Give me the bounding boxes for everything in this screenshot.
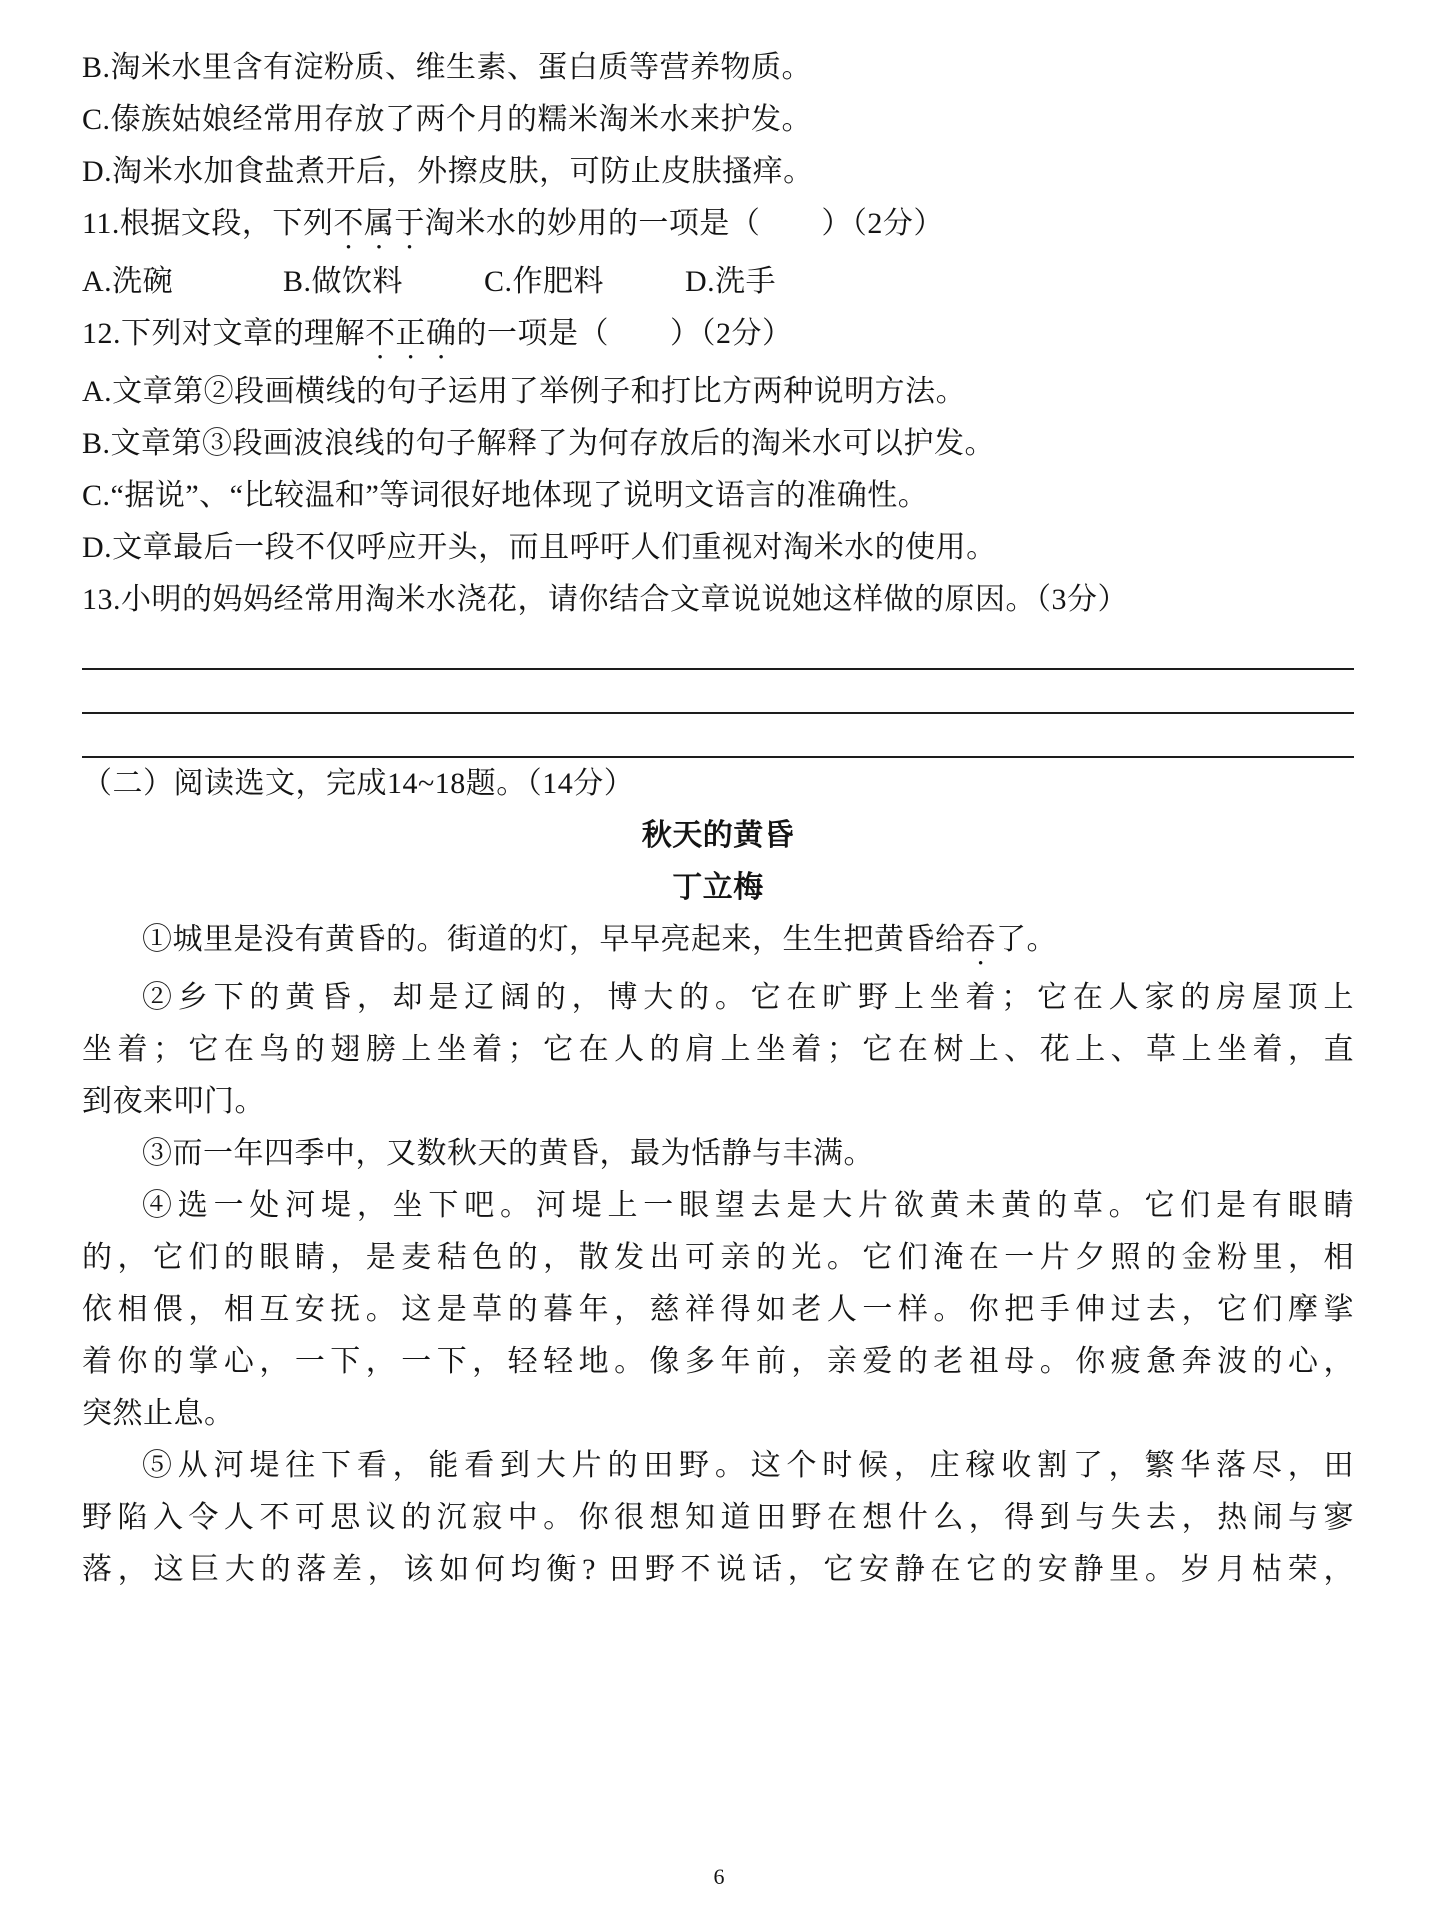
emphasis-dot-text: 吞 — [965, 923, 996, 956]
choice-option: A.洗碗 — [82, 265, 174, 298]
document-line: 野陷入令人不可思议的沉寂中。你很想知道田野在想什么，得到与失去，热闹与寥 — [82, 1501, 1354, 1534]
document-line: 坐着；它在鸟的翅膀上坐着；它在人的肩上坐着；它在树上、花上、草上坐着，直 — [82, 1033, 1354, 1066]
document-line: 突然止息。 — [82, 1397, 235, 1430]
emphasis-dot-text: 不正确 — [365, 317, 457, 350]
page-number: 6 — [713, 1864, 725, 1889]
document-line: D.文章最后一段不仅呼应开头，而且呼吁人们重视对淘米水的使用。 — [82, 531, 997, 564]
document-line: ④选一处河堤，坐下吧。河堤上一眼望去是大片欲黄未黄的草。它们是有眼睛 — [142, 1189, 1354, 1222]
choice-options-row — [82, 256, 1354, 308]
document-line: 到夜来叩门。 — [82, 1085, 265, 1118]
document-line: 11.根据文段，下列不属于淘米水的妙用的一项是（ ）（2分） — [82, 207, 944, 240]
document-line: 13.小明的妈妈经常用淘米水浇花，请你结合文章说说她这样做的原因。（3分） — [82, 583, 1128, 616]
document-line: 依相偎，相互安抚。这是草的暮年，慈祥得如老人一样。你把手伸过去，它们摩挲 — [82, 1293, 1354, 1326]
document-line: B.文章第③段画波浪线的句子解释了为何存放后的淘米水可以护发。 — [82, 427, 996, 460]
answer-blank-line — [82, 670, 1354, 714]
document-line: ②乡下的黄昏，却是辽阔的，博大的。它在旷野上坐着；它在人家的房屋顶上 — [142, 981, 1354, 1014]
document-line: C.傣族姑娘经常用存放了两个月的糯米淘米水来护发。 — [82, 103, 813, 136]
document-line: 着你的掌心，一下，一下，轻轻地。像多年前，亲爱的老祖母。你疲惫奔波的心， — [82, 1345, 1354, 1378]
document-line: C.“据说”、“比较温和”等词很好地体现了说明文语言的准确性。 — [82, 479, 929, 512]
document-line: 12.下列对文章的理解不正确的一项是（ ）（2分） — [82, 317, 793, 350]
emphasis-dot-text: 不属于 — [333, 207, 425, 240]
document-line: ⑤从河堤往下看，能看到大片的田野。这个时候，庄稼收割了，繁华落尽，田 — [142, 1449, 1354, 1482]
choice-option: D.洗手 — [685, 265, 777, 298]
document-line: 丁立梅 — [672, 871, 764, 904]
answer-blank-line — [82, 626, 1354, 670]
document-line: ③而一年四季中，又数秋天的黄昏，最为恬静与丰满。 — [142, 1137, 874, 1170]
choice-option: C.作肥料 — [484, 265, 605, 298]
document-body — [82, 42, 1354, 1596]
document-line: 秋天的黄昏 — [641, 819, 795, 852]
document-line: （二）阅读选文，完成14~18题。（14分） — [82, 767, 635, 800]
document-line: ①城里是没有黄昏的。街道的灯，早早亮起来，生生把黄昏给吞了。 — [142, 923, 1057, 956]
document-line: B.淘米水里含有淀粉质、维生素、蛋白质等营养物质。 — [82, 51, 813, 84]
document-line: D.淘米水加食盐煮开后，外擦皮肤，可防止皮肤搔痒。 — [82, 155, 814, 188]
answer-blank-line — [82, 714, 1354, 758]
document-line: 落，这巨大的落差，该如何均衡? 田野不说话，它安静在它的安静里。岁月枯荣， — [82, 1553, 1354, 1586]
document-line: 的，它们的眼睛，是麦秸色的，散发出可亲的光。它们淹在一片夕照的金粉里，相 — [82, 1241, 1354, 1274]
document-line: A.文章第②段画横线的句子运用了举例子和打比方两种说明方法。 — [82, 375, 967, 408]
choice-option: B.做饮料 — [283, 265, 404, 298]
